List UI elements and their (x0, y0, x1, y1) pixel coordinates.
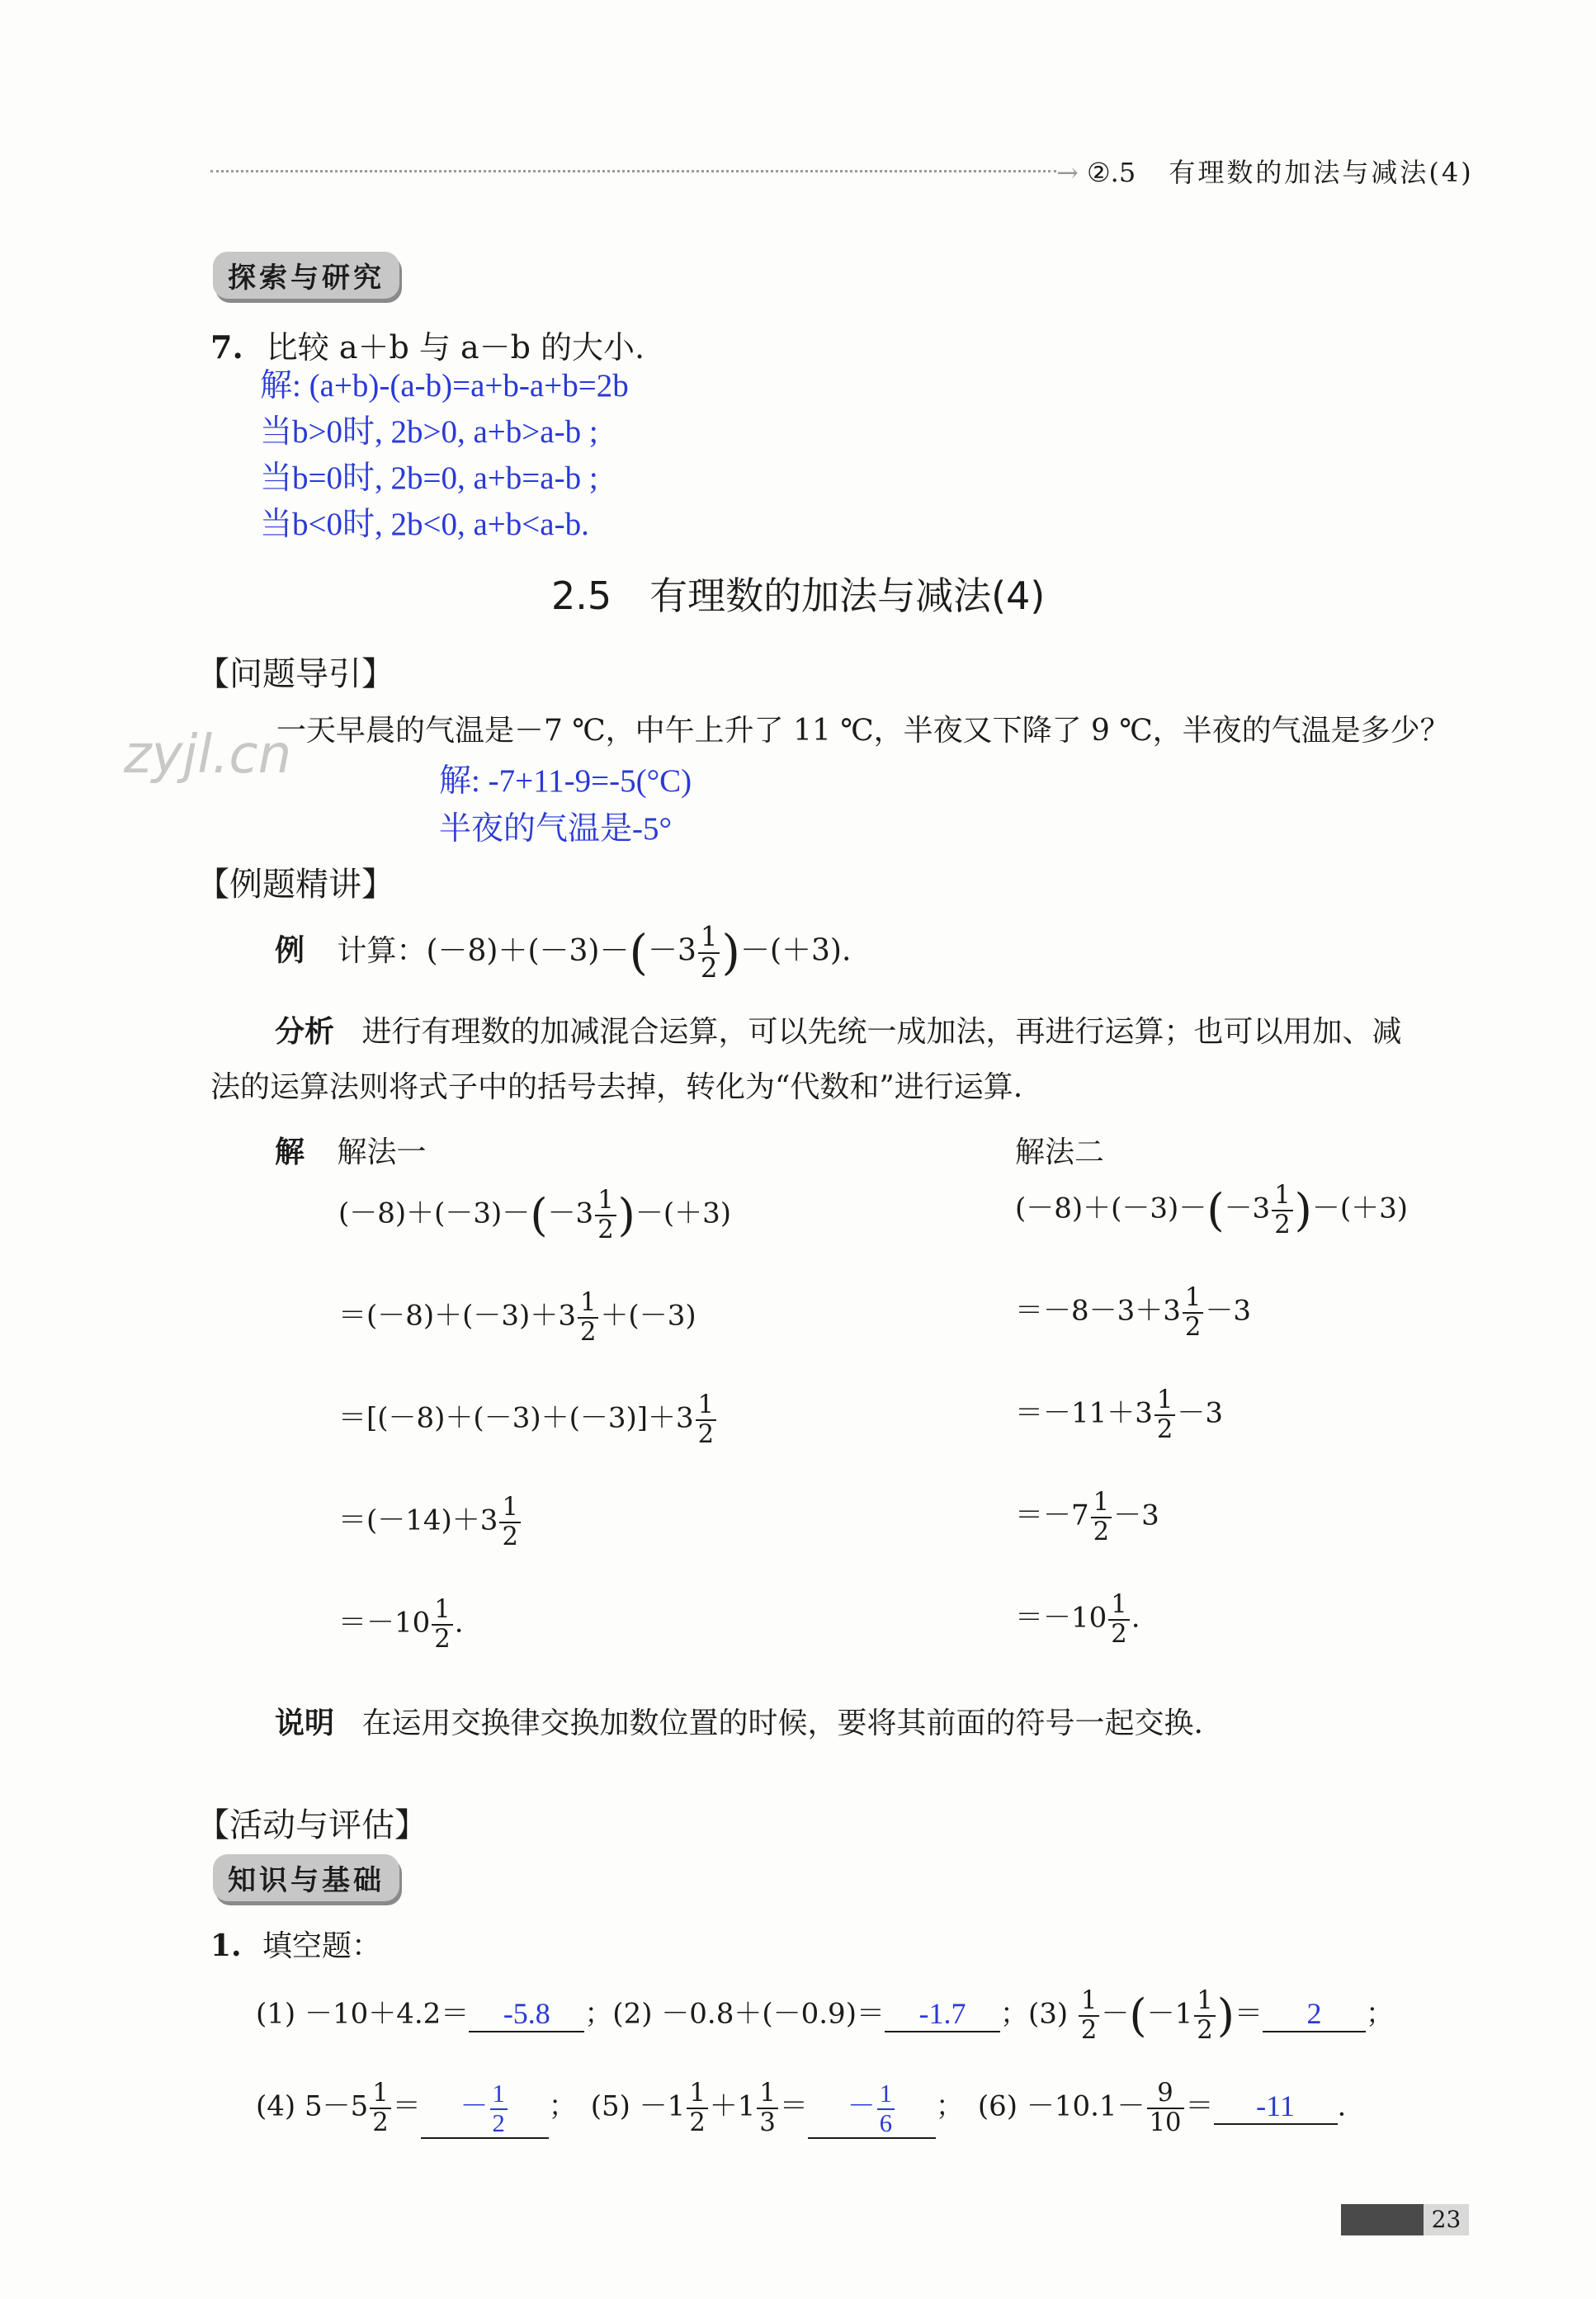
answer-blank-4[interactable]: － $\frac{1}{2}$ (421, 2080, 549, 2139)
method1-title: 解法一 (337, 1135, 427, 1169)
q7-answer (260, 363, 629, 548)
m2-line-1: (－8)＋(－3)－(－3 $\frac{1}{2}$ )－(＋3) (1015, 1181, 1409, 1239)
fill-row-2: (4) 5－5 $\frac{1}{2}$ ＝ － $\frac{1}{2}$ ； (5) －1 $\frac{1}{2}$ ＋1 $\frac{1}{3}$ ＝ － $\frac{1}{6}$ ； (6) －10.1－ $\frac{9}{10}$ ＝ -11 . (256, 2079, 1346, 2139)
analysis-text: 进行有理数的加减混合运算，可以先统一成加法，再进行运算；也可以用加、减 (361, 1015, 1402, 1049)
header-chapter-num: ②.5 (1086, 157, 1136, 188)
m2-line-3: ＝－11＋3 $\frac{1}{2}$ －3 (1015, 1386, 1224, 1444)
example-prompt-suffix: －(＋3). (739, 933, 852, 968)
m2-line-5: ＝－10 $\frac{1}{2}$ . (1015, 1590, 1140, 1649)
example-prompt-prefix: 计算：(－8)＋(－3)－ (337, 933, 630, 968)
m1-line-3: ＝[(－8)＋(－3)＋(－3)]＋3 $\frac{1}{2}$ (338, 1391, 718, 1448)
m1-line-2: ＝(－8)＋(－3)＋3 $\frac{1}{2}$ ＋(－3) (338, 1288, 696, 1347)
note-label: 说明 (275, 1707, 335, 1740)
q7-answer-line: 当b>0时, 2b>0, a+b>a-b ; (260, 414, 598, 450)
question-7 (210, 322, 645, 367)
m1-line-5: ＝－10 $\frac{1}{2}$ . (338, 1595, 464, 1654)
answer-blank-2[interactable]: -1.7 (885, 1996, 1000, 2032)
guide-answer-line: 半夜的气温是-5° (439, 811, 673, 847)
answer-blank-3[interactable]: 2 (1263, 1996, 1366, 2032)
solution-label: 解 (275, 1135, 305, 1169)
solution-heading (275, 1129, 426, 1171)
explore-badge: 探索与研究 (213, 252, 399, 299)
answer-blank-1[interactable]: -5.8 (469, 1996, 584, 2032)
m2-line-2: ＝－8－3＋3 $\frac{1}{2}$ －3 (1015, 1283, 1252, 1342)
header-chapter (1056, 152, 1474, 190)
header-chapter-title: 有理数的加法与减法(4) (1169, 157, 1474, 188)
answer-blank-5[interactable]: － $\frac{1}{6}$ (808, 2080, 936, 2139)
activity-heading: 【活动与评估】 (196, 1806, 427, 1844)
fill-row-1: (1) －10＋4.2＝ -5.8 ；(2) －0.8＋(－0.9)＝ -1.7 ；(3) $\frac{1}{2}$ －(－1 $\frac{1}{2}$ )＝ 2 ； (256, 1986, 1394, 2045)
guide-answer-line: 解: -7+11-9=-5(°C) (439, 763, 692, 799)
header-rule (210, 170, 1056, 172)
page-number: 23 (1424, 2204, 1469, 2235)
example-heading: 【例题精讲】 (196, 866, 394, 904)
m1-line-4: ＝(－14)＋3 $\frac{1}{2}$ (338, 1494, 522, 1551)
note-text: 在运用交换律交换加数位置的时候，要将其前面的符号一起交换. (361, 1707, 1203, 1740)
analysis-line-1 (275, 1008, 1401, 1050)
neg-three: －3 (647, 933, 696, 968)
m1-line-1: (－8)＋(－3)－(－3 $\frac{1}{2}$ )－(＋3) (338, 1186, 732, 1244)
example-label: 例 (275, 933, 305, 968)
analysis-label: 分析 (275, 1015, 335, 1049)
question-1 (210, 1923, 381, 1965)
page-number-bar (1341, 2204, 1424, 2235)
q7-answer-line: 当b<0时, 2b<0, a+b<a-b. (260, 507, 589, 542)
analysis-line-2: 法的运算法则将式子中的括号去掉，转化为“代数和”进行运算. (210, 1070, 1023, 1104)
q7-answer-line: 当b=0时, 2b=0, a+b=a-b ; (260, 460, 598, 496)
q7-number: 7. (210, 328, 243, 366)
q7-text: 比较 a＋b 与 a－b 的大小. (266, 329, 645, 366)
guide-question: 一天早晨的气温是－7 ℃，中午上升了 11 ℃，半夜又下降了 9 ℃，半夜的气温是多少？ (276, 714, 1450, 748)
guide-heading: 【问题导引】 (196, 655, 394, 693)
watermark: zyjl.cn (124, 725, 292, 786)
method2-title: 解法二 (1015, 1135, 1105, 1169)
fraction-half: $\frac{1}{2}$ (698, 923, 720, 983)
q7-answer-line: 解: (a+b)-(a-b)=a+b-a+b=2b (260, 368, 629, 404)
activity-badge: 知识与基础 (213, 1854, 399, 1901)
q1-number: 1. (210, 1928, 242, 1963)
m2-line-4: ＝－7 $\frac{1}{2}$ －3 (1015, 1488, 1159, 1546)
guide-answer (439, 758, 692, 853)
example-prompt: 例 计算：(－8)＋(－3)－(－3 $\frac{1}{2}$ )－(＋3). (275, 921, 852, 984)
q1-text: 填空题： (262, 1929, 382, 1963)
header-arrow-icon: → (1056, 157, 1079, 188)
answer-blank-6[interactable]: -11 (1214, 2089, 1338, 2125)
note (275, 1700, 1203, 1742)
section-title: 2.5 有理数的加法与减法(4) (551, 574, 1046, 618)
